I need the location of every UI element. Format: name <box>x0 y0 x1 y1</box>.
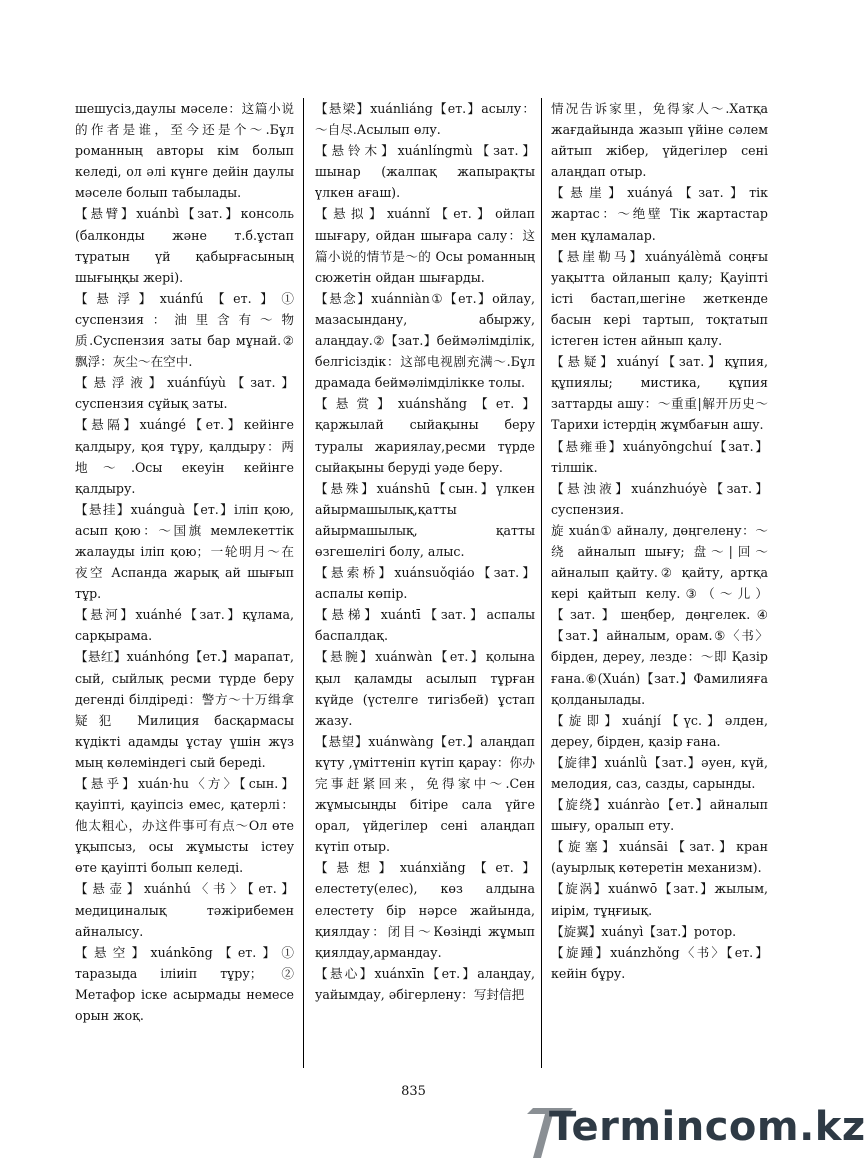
dictionary-entry: 【悬拟】xuánnǐ【ет.】ойлап шығару, ойдан шығара салу：这篇小说的情节是～的 Осы романның сюжетін ойдан шығарды. <box>315 206 535 285</box>
page-number: 835 <box>401 1084 426 1099</box>
dictionary-entry: 【悬崖勒马】xuányálèmǎ соңғы уақытта ойланып қалу; Қауіпті істі бастап,шегіне жеткенде басын кері тартып, тоқтатып істеген істен айнып қалу. <box>551 248 768 349</box>
dictionary-entry: 【悬殊】xuánshū【сын.】үлкен айырмашылық,қатты айырмашылық, қатты өзгешелігі болу, алыс. <box>315 480 535 559</box>
dictionary-entry: 【悬臂】xuánbì【зат.】консоль (балконды және т.б.ұстап тұратын үй қабырғасының шығыңқы жері). <box>75 206 294 285</box>
dictionary-column-3 <box>551 98 768 984</box>
dictionary-entry: 【悬隔】xuángé【ет.】кейінге қалдыру, қоя тұру, қалдыру：两地～.Осы екеуін кейінге қалдыру. <box>75 417 294 496</box>
dictionary-entry: 【悬想】xuánxiǎng【ет.】елестету(елес), көз алдына елестету бір нәрсе жайында, қиялдау：闭目～Көзіңді жұмып қиялдау,армандау. <box>315 860 535 960</box>
termincom-logo <box>527 1100 866 1162</box>
dictionary-entry: 【悬望】xuánwàng【ет.】алаңдап күту ,үміттеніп күтіп қарау：你办完事赶紧回来，免得家中～.Сен жұмысыңды бітіре сала үйге орал, үйдегілер сені алаңдап күтіп отыр. <box>315 733 535 855</box>
dictionary-entry: 【旋律】xuánlǜ【зат.】әуен, күй, мелодия, саз, сазды, сарынды. <box>551 754 768 791</box>
column-divider-right <box>541 98 542 1068</box>
dictionary-entry: 【旋即】xuánjí【үс.】әлден, дереу, бірден, қазір ғана. <box>551 712 768 749</box>
dictionary-entry: 【悬浮液】xuánfúyù【зат.】суспензия сұйық заты. <box>75 375 294 412</box>
dictionary-column-1 <box>75 98 294 1026</box>
dictionary-entry: шешусіз,даулы мәселе：这篇小说的作者是谁，至今还是个～.Бұл романның авторы кім болып келеді, ол әлі күнге дейін даулы мәселе болып табылады. <box>75 101 294 201</box>
dictionary-entry: 【悬河】xuánhé【зат.】құлама, сарқырама. <box>75 607 294 644</box>
dictionary-column-2 <box>315 98 535 1005</box>
dictionary-entry: 【悬赏】xuánshǎng【ет.】қаржылай сыйақыны беру туралы жариялау,ресми түрде сыйақыны беруді уәде беру. <box>315 396 535 475</box>
dictionary-entry: 【悬红】xuánhóng【ет.】марапат, сый, сыйлық ресми түрде беру дегенді білдіреді：警方～十万缉拿疑犯 Милиция басқармасы күдікті адамды ұстау үшін жүз мың көлеміндегі сый береді. <box>75 649 294 770</box>
dictionary-entry: 【悬浮】xuánfú【ет.】① суспензия：油里含有～物质.Суспензия заты бар мұнай.② 飘浮：灰尘～在空中. <box>75 290 294 370</box>
dictionary-entry: 【旋涡】xuánwō【зат.】жылым, иірім, тұңғиық. <box>551 881 768 918</box>
dictionary-entry: 【悬浊液】xuánzhuóyè【зат.】суспензия. <box>551 480 768 517</box>
dictionary-entry: 【悬空】xuánkōng【ет.】① таразыда іліиіп тұру；② Метафор іске асырмады немесе орын жоқ. <box>75 944 294 1024</box>
dictionary-entry: 【悬雍垂】xuányōngchuí【зат.】тілшік. <box>551 438 768 475</box>
dictionary-entry: 【旋踵】xuánzhǒng〈书〉【ет.】кейін бұру. <box>551 944 768 981</box>
dictionary-entry: 【悬梁】xuánliáng【ет.】асылу：～自尽.Асылып өлу. <box>315 101 535 138</box>
dictionary-entry: 【旋翼】xuányì【зат.】ротор. <box>551 923 737 939</box>
dictionary-entry: 【旋绕】xuánrào【ет.】айналып шығу, оралып ету. <box>551 797 768 834</box>
dictionary-entry: 【悬铃木】xuánlíngmù【зат.】шынар (жалпақ жапырақты үлкен ағаш). <box>315 143 535 201</box>
dictionary-entry: 【悬挂】xuánguà【ет.】іліп қою, асып қою：～国旗 мемлекеттік жалауды іліп қою；一轮明月～在夜空 Аспанда жарық ай шығып тұр. <box>75 501 294 602</box>
dictionary-entry: 【悬腕】xuánwàn【ет.】қолына қыл қаламды асылып тұрған күйде (үстелге тигізбей) ұстап жазу. <box>315 649 535 728</box>
dictionary-entry: 【悬梯】xuántī【зат.】аспалы баспалдақ. <box>315 607 535 644</box>
dictionary-entry: 情况告诉家里，免得家人～.Хатқа жағдайында жазып үйіне сәлем айтып жібер, үйдегілер сені алаңдап отыр. <box>551 101 768 180</box>
dictionary-entry: 【旋塞】xuánsāi【зат.】кран (ауырлық көтеретін механизм). <box>551 839 768 876</box>
dictionary-entry: 【悬崖】xuányá【зат.】тік жартас：～绝壁 Тік жартастар мен құламалар. <box>551 185 768 243</box>
dictionary-entry: 【悬心】xuánxīn【ет.】алаңдау, уайымдау, әбігерлену：写封信把 <box>315 965 535 1002</box>
column-divider-left <box>303 98 304 1068</box>
dictionary-entry: 旋 xuán① айналу, дөңгелену：～绕 айналып шығу; 盘～|回～ айналып қайту.② қайту, артқа кері қайтып келу.③（～儿）【зат.】шеңбер, дөңгелек.④【зат.】айналым, орам.⑤〈书〉бірден, дереу, лезде：～即 Қазір ғана.⑥(Xuán)【зат.】Фамилияға қолданылады. <box>551 522 768 707</box>
dictionary-entry: 【悬壶】xuánhú〈书〉【ет.】медициналық тәжірибемен айналысу. <box>75 881 294 939</box>
dictionary-entry: 【悬疑】xuányí【зат.】құпия, құпиялы; мистика, құпия заттарды ашу：～重重|解开历史～Тарихи істердің жұмбағын ашу. <box>551 354 768 433</box>
dictionary-entry: 【悬乎】xuán·hu〈方〉【сын.】қауіпті, қауіпсіз емес, қатерлі：他太粗心，办这件事可有点～Ол өте ұқыпсыз, осы жұмысты істеу өте қауіпті болып келеді. <box>75 776 294 876</box>
dictionary-entry: 【悬索桥】xuánsuǒqiáo【зат.】аспалы көпір. <box>315 565 535 602</box>
logo-text: Termincom.kz <box>549 1104 866 1150</box>
dictionary-entry: 【悬念】xuánniàn①【ет.】ойлау, мазасындану, абыржу, алаңдау.②【зат.】беймәлімділік, белгісіздік：这部电视剧充满～.Бұл драмада беймәлімділікке толы. <box>315 290 535 391</box>
